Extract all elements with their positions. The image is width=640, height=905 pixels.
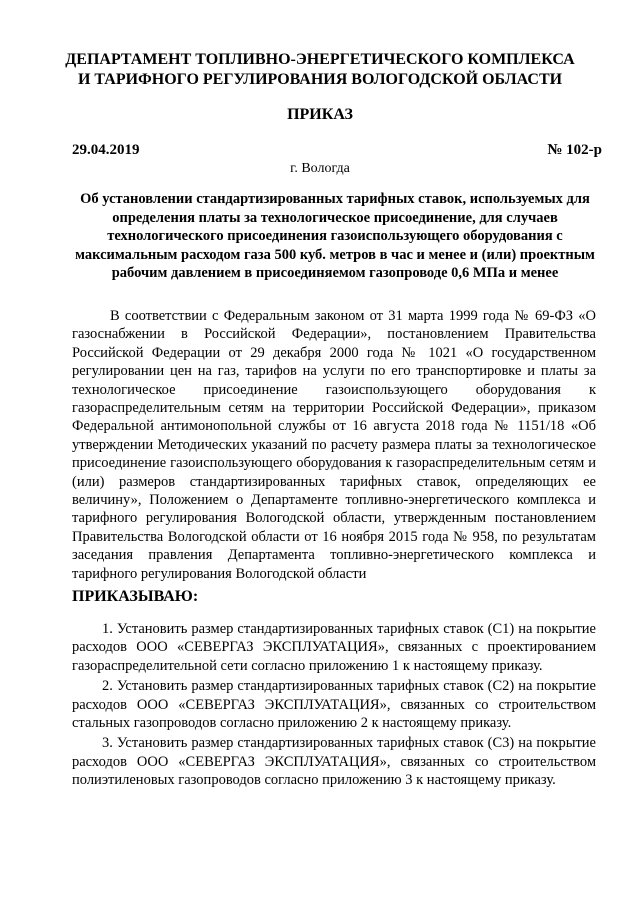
department-line-1: ДЕПАРТАМЕНТ ТОПЛИВНО-ЭНЕРГЕТИЧЕСКОГО КОМПЛЕКСА — [65, 51, 575, 68]
order-number: № 102-р — [547, 142, 602, 158]
order-item-1: 1. Установить размер стандартизированных тарифных ставок (С1) на покрытие расходов ООО «СЕВЕРГАЗ ЭКСПЛУАТАЦИЯ», связанных с проектированием газораспределительной сети согласно приложению 1 к настоящему приказу. — [72, 621, 596, 674]
order-item-3: 3. Установить размер стандартизированных тарифных ставок (С3) на покрытие расходов ООО «СЕВЕРГАЗ ЭКСПЛУАТАЦИЯ», связанных со строительством полиэтиленовых газопроводов согласно приложению 3 к настоящему приказу. — [72, 735, 596, 789]
department-heading — [40, 50, 600, 90]
order-date: 29.04.2019 — [72, 142, 140, 158]
order-item-2: 2. Установить размер стандартизированных тарифных ставок (С2) на покрытие расходов ООО «СЕВЕРГАЗ ЭКСПЛУАТАЦИЯ», связанных со строительством стальных газопроводов согласно приложению 2 к настоящему приказу. — [72, 678, 596, 732]
order-word: ПРИКАЗЫВАЮ: — [72, 588, 199, 605]
document-type: ПРИКАЗ — [287, 106, 353, 123]
order-subject: Об установлении стандартизированных тарифных ставок, используемых для определения платы за технологическое присоединение, для случаев технологического присоединения газоиспользующего оборудования с максимальным расходом газа 500 куб. метров в час и менее и (или) проектным рабочим давлением в присоединяемом газопроводе 0,6 МПа и менее — [75, 191, 595, 281]
order-city: г. Вологда — [290, 161, 350, 176]
department-line-2: И ТАРИФНОГО РЕГУЛИРОВАНИЯ ВОЛОГОДСКОЙ ОБЛАСТИ — [77, 71, 563, 88]
preamble-paragraph: В соответствии с Федеральным законом от 31 марта 1999 года № 69-ФЗ «О газоснабжении в Российской Федерации», постановлением Правительства Российской Федерации от 29 декабря 2000 года № 1021 «О государственном регулировании цен на газ, тарифов на услуги по его транспортировке и платы за технологическое присоединение газоиспользующего оборудования к газораспределительным сетям на территории Российской Федерации», приказом Федеральной антимонопольной службы от 16 августа 2018 года № 1151/18 «Об утверждении Методических указаний по расчету размера платы за технологическое присоединение газоиспользующего оборудования к газораспределительным сетям и (или) размеров стандартизированных тарифных ставок, определяющих ее величину», Положением о Департаменте топливно-энергетического комплекса и тарифного регулирования Вологодской области, утвержденным постановлением Правительства Вологодской области от 16 ноября 2015 года № 958, по результатам заседания правления Департамента топливно-энергетического комплекса и тарифного регулирования Вологодской области — [72, 308, 596, 582]
order-items — [72, 620, 596, 792]
